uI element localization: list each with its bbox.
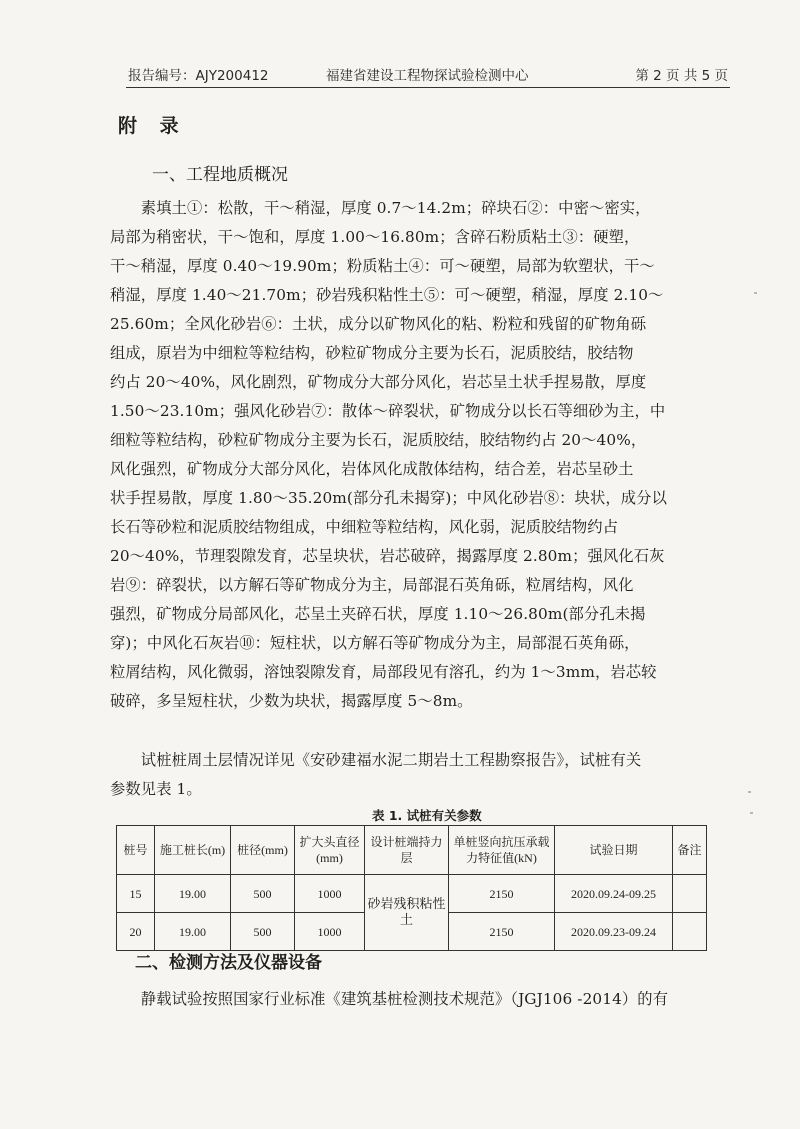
test-pile-paragraph [110, 746, 730, 804]
organization-name: 福建省建设工程物探试验检测中心 [326, 68, 529, 84]
text-line: 强烈，矿物成分局部风化，芯呈土夹碎石状，厚度 1.10～26.80m(部分孔未揭 [110, 605, 646, 623]
cell-diameter: 500 [231, 875, 295, 913]
cell-length: 19.00 [155, 913, 231, 951]
text-line: 20～40%，节理裂隙发育，芯呈块状，岩芯破碎，揭露厚度 2.80m；强风化石灰 [110, 547, 665, 565]
column-header: 桩径(mm) [231, 826, 295, 875]
scan-speck [748, 791, 751, 793]
text-line: 局部为稍密状，干～饱和，厚度 1.00～16.80m；含碎石粉质粘土③：硬塑， [110, 228, 640, 246]
geology-paragraph [110, 194, 730, 716]
column-header: 备注 [673, 826, 707, 875]
scan-speck [750, 812, 753, 814]
text-line: 风化强烈，矿物成分大部分风化，岩体风化成散体结构，结合差，岩芯呈砂土 [110, 460, 634, 478]
methods-paragraph [110, 985, 730, 1014]
appendix-title: 附 录 [118, 115, 187, 137]
page-header [128, 62, 728, 84]
text-line: 岩⑨：碎裂状，以方解石等矿物成分为主，局部混石英角砾，粒屑结构，风化 [110, 576, 634, 594]
text-line: 25.60m；全风化砂岩⑥：土状，成分以矿物风化的粘、粉粒和残留的矿物角砾 [110, 315, 647, 333]
text-line: 干～稍湿，厚度 0.40～19.90m；粉质粘土④：可～硬塑，局部为软塑状，干～ [110, 257, 655, 275]
cell-bearing-layer: 砂岩残积粘性土 [365, 875, 449, 951]
text-line: 参数见表 1。 [110, 780, 202, 798]
report-number: 报告编号：AJY200412 [128, 68, 269, 84]
text-line: 破碎，多呈短柱状，少数为块状，揭露厚度 5～8m。 [110, 692, 473, 710]
page-number: 第 2 页 共 5 页 [635, 68, 728, 84]
cell-pile-no: 15 [117, 875, 155, 913]
pile-parameters-table [116, 825, 707, 951]
text-line: 1.50～23.10m；强风化砂岩⑦：散体～碎裂状，矿物成分以长石等细砂为主，中 [110, 402, 666, 420]
column-header: 试验日期 [555, 826, 673, 875]
cell-length: 19.00 [155, 875, 231, 913]
text-line: 素填土①：松散，干～稍湿，厚度 0.7～14.2m；碎块石②：中密～密实， [110, 199, 651, 217]
column-header: 单桩竖向抗压承载力特征值(kN) [449, 826, 555, 875]
text-line: 长石等砂粒和泥质胶结物组成，中细粒等粒结构，风化弱，泥质胶结物约占 [110, 518, 619, 536]
column-header: 扩大头直径(mm) [295, 826, 365, 875]
cell-pile-no: 20 [117, 913, 155, 951]
cell-enlarged-diameter: 1000 [295, 913, 365, 951]
table-row [117, 875, 707, 913]
text-line: 约占 20～40%，风化剧烈，矿物成分大部分风化，岩芯呈土状手捏易散，厚度 [110, 373, 647, 391]
cell-capacity: 2150 [449, 913, 555, 951]
section-title-geology: 一、工程地质概况 [152, 165, 288, 185]
column-header: 桩号 [117, 826, 155, 875]
text-line: 穿)；中风化石灰岩⑩：短柱状，以方解石等矿物成分为主，局部混石英角砾， [110, 634, 640, 652]
cell-test-date: 2020.09.23-09.24 [555, 913, 673, 951]
text-line: 静载试验按照国家行业标准《建筑基桩检测技术规范》（JGJ106 -2014）的有 [110, 990, 669, 1008]
text-line: 粒屑结构，风化微弱，溶蚀裂隙发育，局部段见有溶孔，约为 1～3mm，岩芯较 [110, 663, 657, 681]
text-line: 状手捏易散，厚度 1.80～35.20m(部分孔未揭穿)；中风化砂岩⑧：块状，成分以 [110, 489, 667, 507]
text-line: 试桩桩周土层情况详见《安砂建福水泥二期岩土工程勘察报告》，试桩有关 [110, 751, 642, 769]
section-title-methods: 二、检测方法及仪器设备 [135, 953, 322, 973]
text-line: 组成，原岩为中细粒等粒结构，砂粒矿物成分主要为长石，泥质胶结，胶结物 [110, 344, 634, 362]
text-line: 细粒等粒结构，砂粒矿物成分主要为长石，泥质胶结，胶结物约占 20～40%， [110, 431, 647, 449]
cell-remark [673, 913, 707, 951]
cell-test-date: 2020.09.24-09.25 [555, 875, 673, 913]
table-caption: 表 1. 试桩有关参数 [372, 808, 482, 823]
cell-enlarged-diameter: 1000 [295, 875, 365, 913]
scan-speck [754, 292, 757, 294]
text-line: 稍湿，厚度 1.40～21.70m；砂岩残积粘性土⑤：可～硬塑，稍湿，厚度 2.10～ [110, 286, 664, 304]
column-header: 施工桩长(m) [155, 826, 231, 875]
cell-diameter: 500 [231, 913, 295, 951]
cell-remark [673, 875, 707, 913]
column-header: 设计桩端持力层 [365, 826, 449, 875]
table-header-row [117, 826, 707, 875]
header-divider [126, 87, 730, 88]
cell-capacity: 2150 [449, 875, 555, 913]
